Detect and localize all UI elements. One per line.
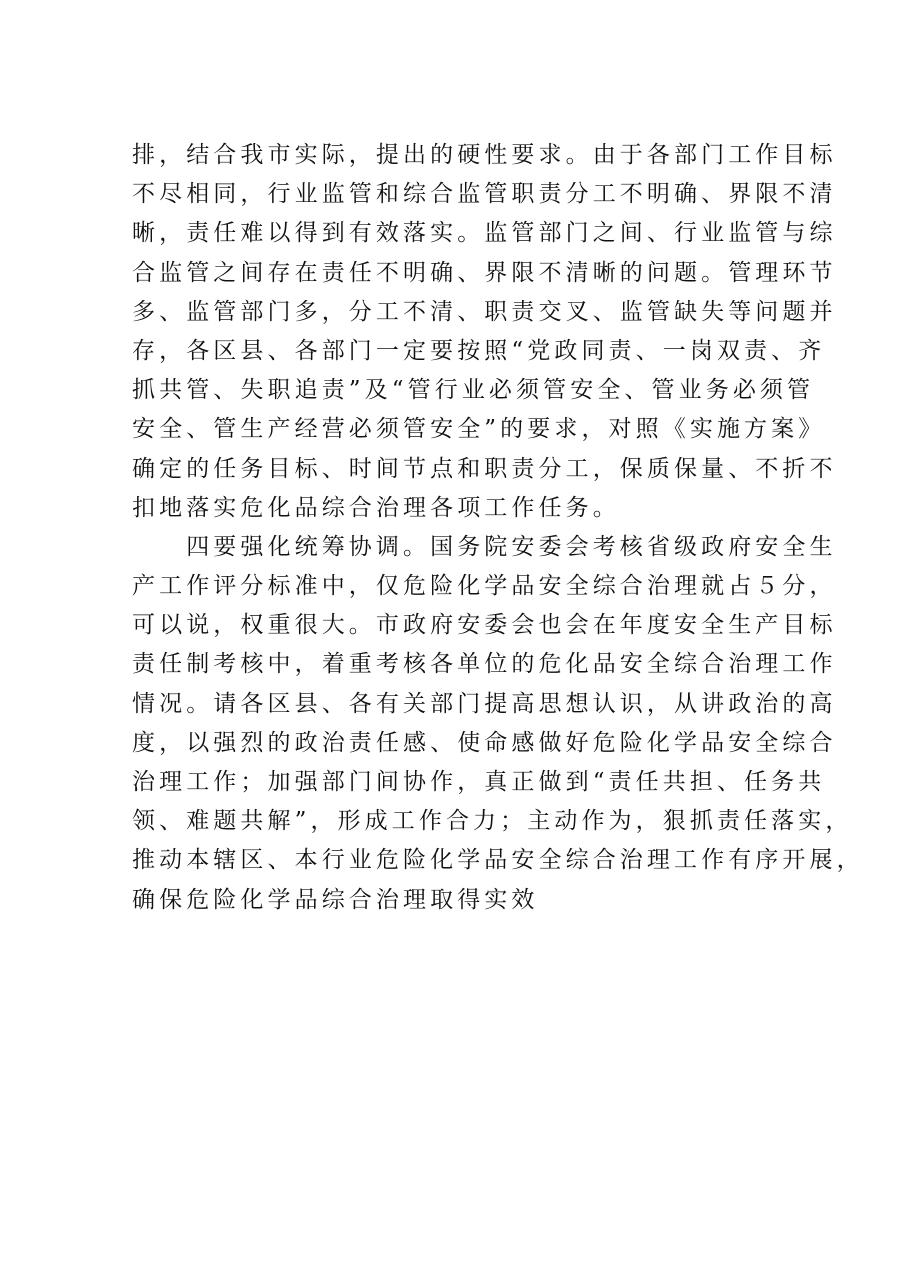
text-line: 存，各区县、各部门一定要按照“党政同责、一岗双责、齐 bbox=[132, 337, 826, 364]
text-line: 不尽相同，行业监管和综合监管职责分工不明确、界限不清 bbox=[132, 181, 837, 208]
document-body bbox=[132, 136, 864, 920]
text-line: 晰，责任难以得到有效落实。监管部门之间、行业监管与综 bbox=[132, 220, 837, 247]
text-line: 抓共管、失职追责”及“管行业必须管安全、管业务必须管 bbox=[132, 377, 815, 404]
text-line: 推动本辖区、本行业危险化学品安全综合治理工作有序开展， bbox=[132, 847, 864, 874]
text-line: 确定的任务目标、时间节点和职责分工，保质保量、不折不 bbox=[132, 455, 837, 482]
text-line: 领、难题共解”，形成工作合力；主动作为，狠抓责任落实， bbox=[132, 808, 853, 835]
text-line: 四要强化统筹协调。国务院安委会考核省级政府安全生 bbox=[132, 533, 837, 560]
text-line: 扣地落实危化品综合治理各项工作任务。 bbox=[132, 494, 620, 521]
text-line: 情况。请各区县、各有关部门提高思想认识，从讲政治的高 bbox=[132, 690, 837, 717]
text-line: 产工作评分标准中，仅危险化学品安全综合治理就占５分， bbox=[132, 573, 837, 600]
text-line: 合监管之间存在责任不明确、界限不清晰的问题。管理环节 bbox=[132, 259, 837, 286]
text-line: 多、监管部门多，分工不清、职责交叉、监管缺失等问题并 bbox=[132, 298, 837, 325]
text-line: 治理工作；加强部门间协作，真正做到“责任共担、任务共 bbox=[132, 769, 826, 795]
text-line: 安全、管生产经营必须管安全”的要求，对照《实施方案》 bbox=[132, 416, 826, 443]
text-line: 可以说，权重很大。市政府安委会也会在年度安全生产目标 bbox=[132, 612, 837, 639]
text-line: 度，以强烈的政治责任感、使命感做好危险化学品安全综合 bbox=[132, 729, 837, 756]
text-line: 确保危险化学品综合治理取得实效 bbox=[132, 886, 539, 913]
text-line: 责任制考核中，着重考核各单位的危化品安全综合治理工作 bbox=[132, 651, 837, 678]
text-line: 排，结合我市实际，提出的硬性要求。由于各部门工作目标 bbox=[132, 142, 837, 168]
